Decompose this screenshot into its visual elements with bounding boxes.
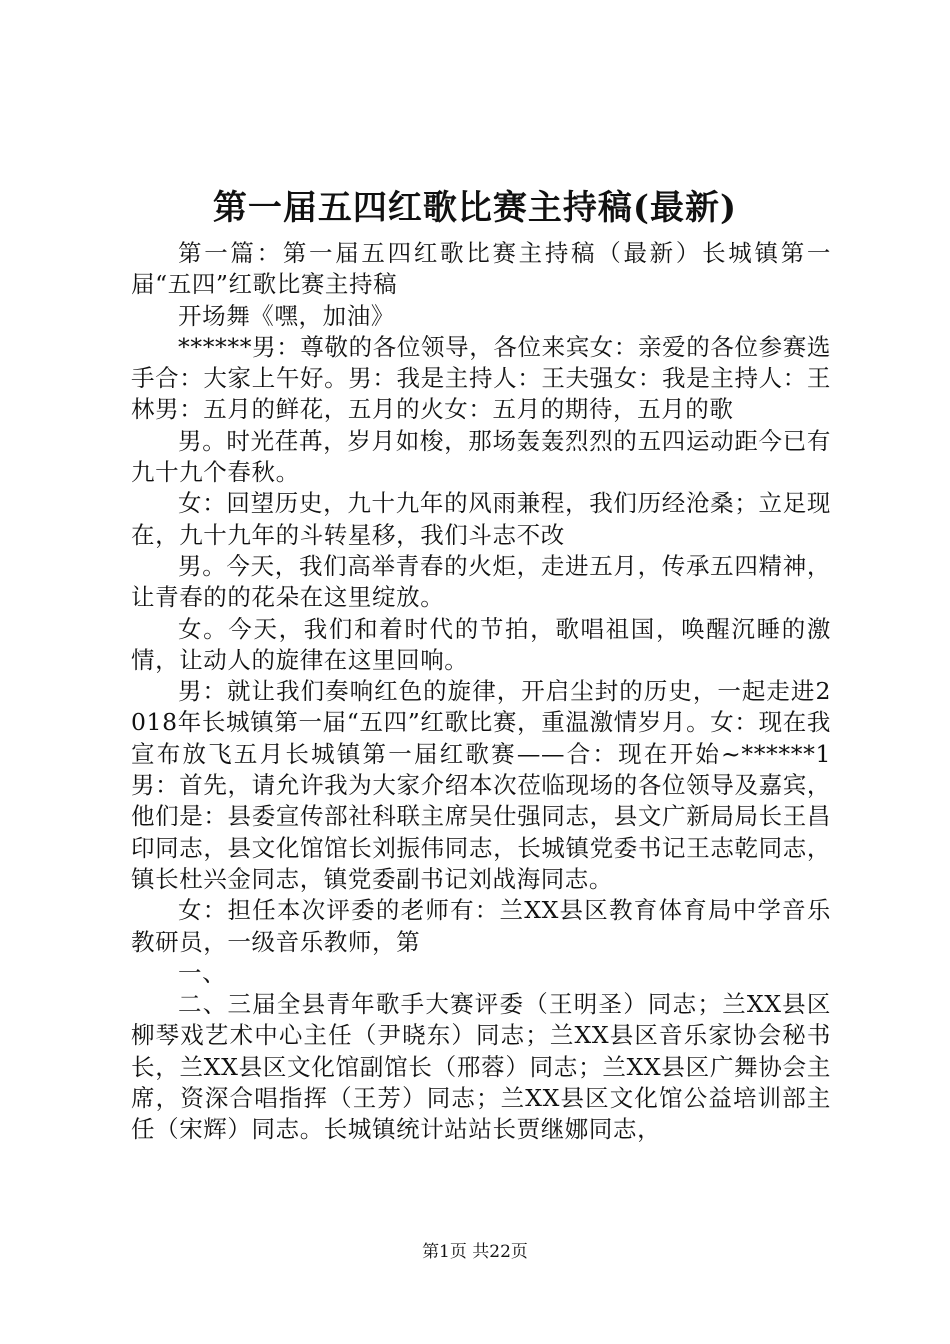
paragraph: 一、 [178, 958, 227, 987]
paragraph: ******男：尊敬的各位领导，各位来宾女：亲爱的各位参赛选手合：大家上午好。男：我是主持人：王夫强女：我是主持人：王林男：五月的鲜花，五月的火女：五月的期待，五月的歌 [131, 332, 831, 424]
paragraph: 女：担任本次评委的老师有：兰XX县区教育体育局中学音乐教研员，一级音乐教师，第 [131, 896, 831, 956]
paragraph: 开场舞《嘿，加油》 [178, 301, 395, 330]
document-body [131, 238, 831, 1146]
paragraph: 二、三届全县青年歌手大赛评委（王明圣）同志；兰XX县区柳琴戏艺术中心主任（尹晓东）同志；兰XX县区音乐家协会秘书长，兰XX县区文化馆副馆长（邢蓉）同志；兰XX县区广舞协会主席，资深合唱指挥（王芳）同志；兰XX县区文化馆公益培训部主任（宋辉）同志。长城镇统计站站长贾继娜同志， [131, 990, 831, 1144]
paragraph: 女：回望历史，九十九年的风雨兼程，我们历经沧桑；立足现在，九十九年的斗转星移，我们斗志不改 [131, 489, 831, 549]
paragraph: 男：就让我们奏响红色的旋律，开启尘封的历史，一起走进2018年长城镇第一届“五四”红歌比赛，重温激情岁月。女：现在我宣布放飞五月长城镇第一届红歌赛——合：现在开始~******1男：首先，请允许我为大家介绍本次莅临现场的各位领导及嘉宾，他们是：县委宣传部社科联主席吴仕强同志，县文广新局局长王昌印同志，县文化馆馆长刘振伟同志，长城镇党委书记王志乾同志，镇长杜兴金同志，镇党委副书记刘战海同志。 [131, 677, 831, 893]
paragraph: 男。时光荏苒，岁月如梭，那场轰轰烈烈的五四运动距今已有九十九个春秋。 [131, 426, 831, 487]
paragraph: 女。今天，我们和着时代的节拍，歌唱祖国，唤醒沉睡的激情，让动人的旋律在这里回响。 [131, 614, 831, 674]
paragraph: 第一篇：第一届五四红歌比赛主持稿（最新）长城镇第一届“五四”红歌比赛主持稿 [131, 239, 831, 299]
page-number-footer: 第1页 共22页 [422, 1242, 528, 1262]
document-title: 第一届五四红歌比赛主持稿(最新) [212, 188, 738, 228]
paragraph: 男。今天，我们高举青春的火炬，走进五月，传承五四精神，让青春的的花朵在这里绽放。 [131, 551, 831, 612]
